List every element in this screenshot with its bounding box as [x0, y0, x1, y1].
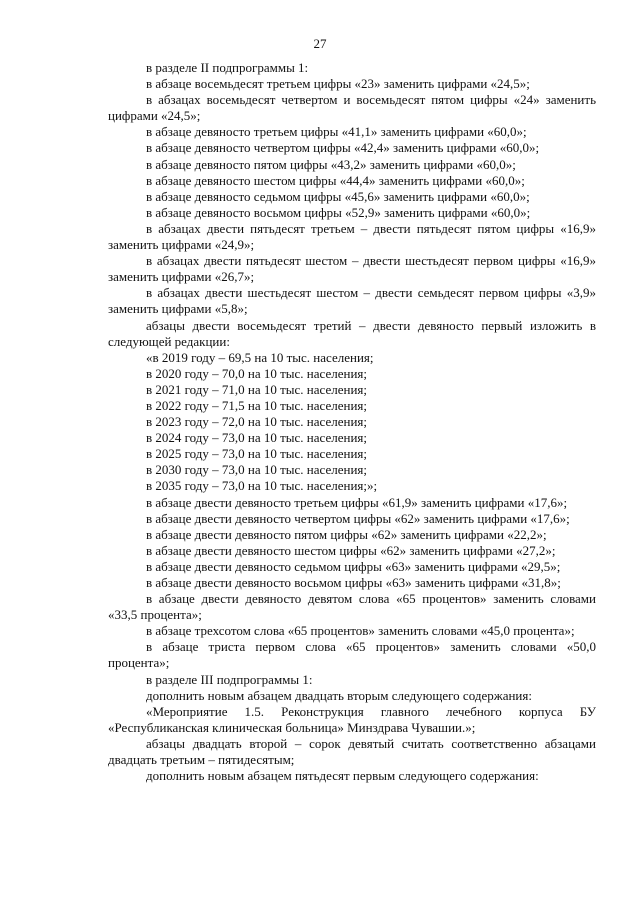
paragraph: абзацы двадцать второй – сорок девятый считать соответственно абзацами двадцать третьим – пятидесятым;: [108, 735, 596, 768]
paragraph: в абзаце девяносто четвертом цифры «42,4» заменить цифрами «60,0»;: [146, 140, 540, 156]
paragraph: в абзаце восемьдесят третьем цифры «23» заменить цифрами «24,5»;: [146, 76, 530, 92]
paragraph: в абзаце двести девяносто четвертом цифры «62» заменить цифрами «17,6»;: [146, 510, 570, 526]
paragraph: в 2030 году – 73,0 на 10 тыс. населения;: [146, 462, 367, 478]
paragraph: в 2020 году – 70,0 на 10 тыс. населения;: [146, 365, 367, 381]
paragraph: в абзаце девяносто третьем цифры «41,1» заменить цифрами «60,0»;: [146, 124, 527, 140]
paragraph: в абзаце двести девяносто девятом слова «65 процентов» заменить словами «33,5 процента»;: [108, 591, 596, 623]
paragraph: в 2024 году – 73,0 на 10 тыс. населения;: [146, 430, 367, 446]
paragraph: в абзаце девяносто пятом цифры «43,2» заменить цифрами «60,0»;: [146, 156, 516, 172]
paragraph: в абзаце двести девяносто третьем цифры «61,9» заменить цифрами «17,6»;: [146, 494, 568, 510]
paragraph: в абзаце двести девяносто шестом цифры «62» заменить цифрами «27,2»;: [146, 542, 556, 558]
paragraph: в абзаце девяносто шестом цифры «44,4» заменить цифрами «60,0»;: [146, 172, 525, 188]
paragraph: в абзацах восемьдесят четвертом и восемьдесят пятом цифры «24» заменить цифрами «24,5»;: [108, 92, 596, 124]
paragraph: в абзаце двести девяносто пятом цифры «62» заменить цифрами «22,2»;: [146, 526, 547, 542]
paragraph: в абзаце трехсотом слова «65 процентов» заменить словами «45,0 процента»;: [146, 623, 575, 639]
paragraph: в разделе II подпрограммы 1:: [146, 60, 309, 75]
paragraph: в 2022 году – 71,5 на 10 тыс. населения;: [146, 397, 367, 413]
paragraph: в абзаце девяносто восьмом цифры «52,9» заменить цифрами «60,0»;: [146, 204, 531, 220]
paragraph: в 2023 году – 72,0 на 10 тыс. населения;: [146, 414, 367, 430]
page-number: 27: [313, 36, 327, 51]
paragraph: в абзацах двести шестьдесят шестом – двести семьдесят первом цифры «3,9» заменить цифрами «5,8»;: [108, 285, 596, 317]
paragraph: в 2021 году – 71,0 на 10 тыс. населения;: [146, 381, 367, 397]
paragraph: дополнить новым абзацем двадцать вторым следующего содержания:: [146, 687, 532, 703]
paragraph: «Мероприятие 1.5. Реконструкция главного лечебного корпуса БУ «Республиканская клиническая больница» Минздрава Чувашии.»;: [108, 703, 596, 735]
paragraph: в абзаце двести девяносто восьмом цифры «63» заменить цифрами «31,8»;: [146, 575, 561, 590]
paragraph: в 2035 году – 73,0 на 10 тыс. населения;»;: [146, 478, 378, 494]
paragraph: в абзаце девяносто седьмом цифры «45,6» заменить цифрами «60,0»;: [146, 188, 530, 204]
paragraph: в абзаце двести девяносто седьмом цифры «63» заменить цифрами «29,5»;: [146, 558, 561, 574]
paragraph: в разделе III подпрограммы 1:: [146, 671, 313, 687]
paragraph: дополнить новым абзацем пятьдесят первым следующего содержания:: [146, 768, 539, 784]
paragraph: в абзацах двести пятьдесят третьем – двести пятьдесят пятом цифры «16,9» заменить цифрами «24,9»;: [108, 220, 596, 253]
paragraph: «в 2019 году – 69,5 на 10 тыс. населения;: [146, 349, 374, 365]
paragraph: в 2025 году – 73,0 на 10 тыс. населения;: [146, 446, 367, 462]
paragraph: в абзацах двести пятьдесят шестом – двести шестьдесят первом цифры «16,9» заменить цифрами «26,7»;: [108, 253, 596, 285]
paragraph: в абзаце триста первом слова «65 процентов» заменить словами «50,0 процента»;: [108, 639, 596, 671]
paragraph: абзацы двести восемьдесят третий – двести девяносто первый изложить в следующей редакции:: [108, 317, 596, 349]
